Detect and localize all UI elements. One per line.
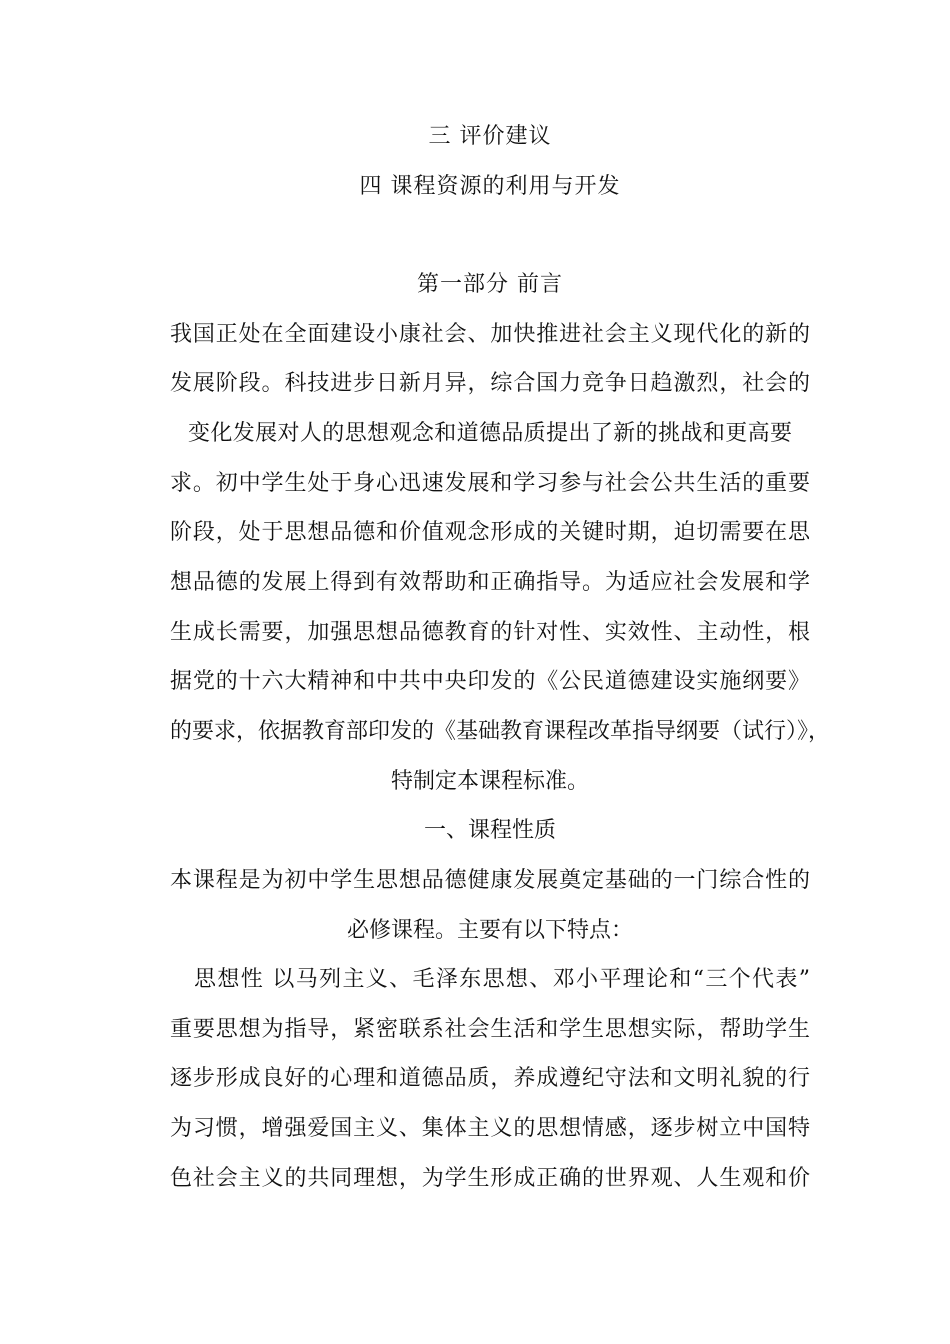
paragraph-line: 的要求，依据教育部印发的《基础教育课程改革指导纲要（试行）》， bbox=[170, 719, 831, 744]
toc-item-resources: 四 课程资源的利用与开发 bbox=[359, 174, 621, 199]
paragraph-line: 变化发展对人的思想观念和道德品质提出了新的挑战和更高要 bbox=[188, 421, 792, 446]
paragraph-line: 据党的十六大精神和中共中央印发的《公民道德建设实施纲要》 bbox=[170, 669, 810, 694]
paragraph-line: 生成长需要，加强思想品德教育的针对性、实效性、主动性，根 bbox=[170, 620, 810, 645]
part-heading: 第一部分 前言 bbox=[417, 272, 563, 297]
paragraph-line: 思想性 以马列主义、毛泽东思想、邓小平理论和“三个代表” bbox=[194, 967, 810, 992]
paragraph-line: 阶段，处于思想品德和价值观念形成的关键时期，迫切需要在思 bbox=[170, 520, 810, 545]
paragraph-line: 重要思想为指导，紧密联系社会生活和学生思想实际，帮助学生 bbox=[170, 1017, 810, 1042]
paragraph-line: 想品德的发展上得到有效帮助和正确指导。为适应社会发展和学 bbox=[170, 570, 810, 595]
paragraph-line: 色社会主义的共同理想，为学生形成正确的世界观、人生观和价 bbox=[170, 1166, 810, 1191]
paragraph-line: 我国正处在全面建设小康社会、加快推进社会主义现代化的新的 bbox=[170, 322, 810, 347]
paragraph-line: 求。初中学生处于身心迅速发展和学习参与社会公共生活的重要 bbox=[170, 471, 810, 496]
paragraph-line: 逐步形成良好的心理和道德品质，养成遵纪守法和文明礼貌的行 bbox=[170, 1066, 810, 1091]
paragraph-line: 特制定本课程标准。 bbox=[390, 769, 589, 794]
paragraph-line: 必修课程。主要有以下特点： bbox=[346, 918, 633, 943]
toc-item-evaluation: 三 评价建议 bbox=[428, 124, 552, 149]
paragraph-line: 本课程是为初中学生思想品德健康发展奠定基础的一门综合性的 bbox=[170, 868, 810, 893]
paragraph-line: 发展阶段。科技进步日新月异，综合国力竞争日趋激烈，社会的 bbox=[170, 371, 810, 396]
paragraph-line: 为习惯，增强爱国主义、集体主义的思想情感，逐步树立中国特 bbox=[170, 1116, 810, 1141]
section-heading: 一、课程性质 bbox=[423, 818, 556, 843]
